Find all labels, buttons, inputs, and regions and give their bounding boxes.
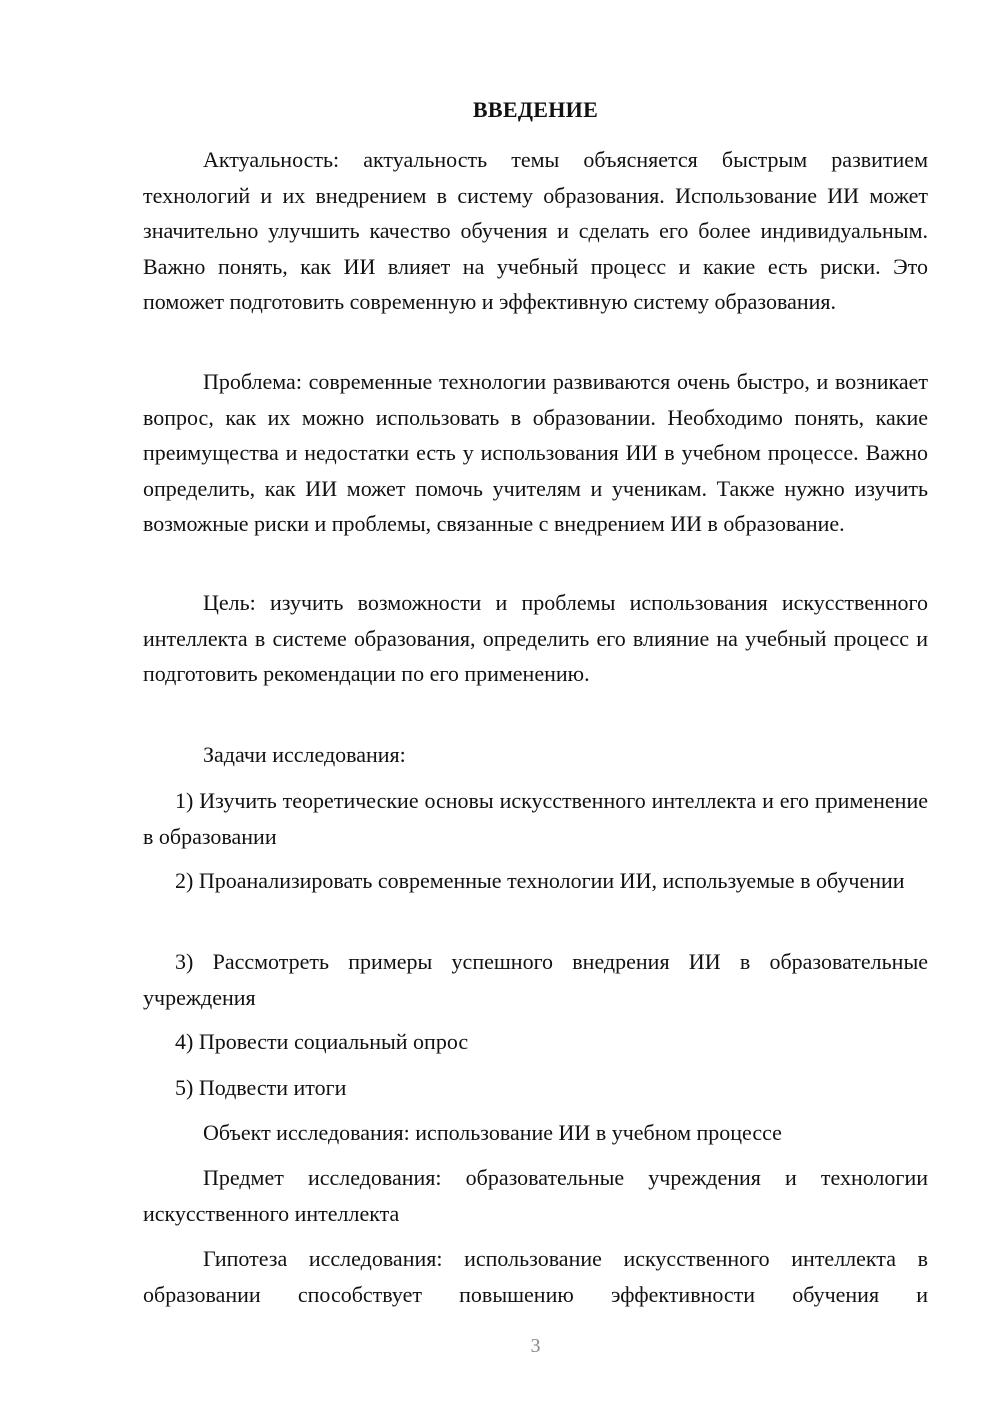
- subject-paragraph: Предмет исследования: образовательные учреждения и технологии искусственного интеллекта: [143, 1165, 928, 1226]
- page-title: ВВЕДЕНИЕ: [472, 97, 599, 122]
- task-item-5: 5) Подвести итоги: [175, 1075, 347, 1100]
- document-page: [143, 0, 928, 1414]
- relevance-paragraph: Актуальность: актуальность темы объясняется быстрым развитием технологий и их внедрением в систему образования. Использование ИИ может значительно улучшить качество обучения и сделать его более индивидуальным. Важно понять, как ИИ влияет на учебный процесс и какие есть риски. Это поможет подготовить современную и эффективную систему образования.: [143, 147, 928, 314]
- hypothesis-paragraph: Гипотеза исследования: использование искусственного интеллекта в образовании способствует повышению эффективности обучения и: [143, 1246, 928, 1307]
- task-item-3: 3) Рассмотреть примеры успешного внедрения ИИ в образовательные учреждения: [143, 949, 928, 1010]
- task-item-2: 2) Проанализировать современные технологии ИИ, используемые в обучении: [175, 868, 905, 893]
- object-paragraph: Объект исследования: использование ИИ в учебном процессе: [203, 1120, 782, 1145]
- page-number: 3: [530, 1335, 541, 1357]
- task-item-1: 1) Изучить теоретические основы искусственного интеллекта и его применение в образовании: [143, 788, 928, 849]
- tasks-heading: Задачи исследования:: [203, 742, 406, 767]
- goal-paragraph: Цель: изучить возможности и проблемы использования искусственного интеллекта в системе образования, определить его влияние на учебный процесс и подготовить рекомендации по его применению.: [143, 590, 928, 686]
- task-item-4: 4) Провести социальный опрос: [175, 1029, 469, 1054]
- problem-paragraph: Проблема: современные технологии развиваются очень быстро, и возникает вопрос, как их можно использовать в образовании. Необходимо понять, какие преимущества и недостатки есть у использования ИИ в учебном процессе. Важно определить, как ИИ может помочь учителям и ученикам. Также нужно изучить возможные риски и проблемы, связанные с внедрением ИИ в образование.: [143, 369, 928, 536]
